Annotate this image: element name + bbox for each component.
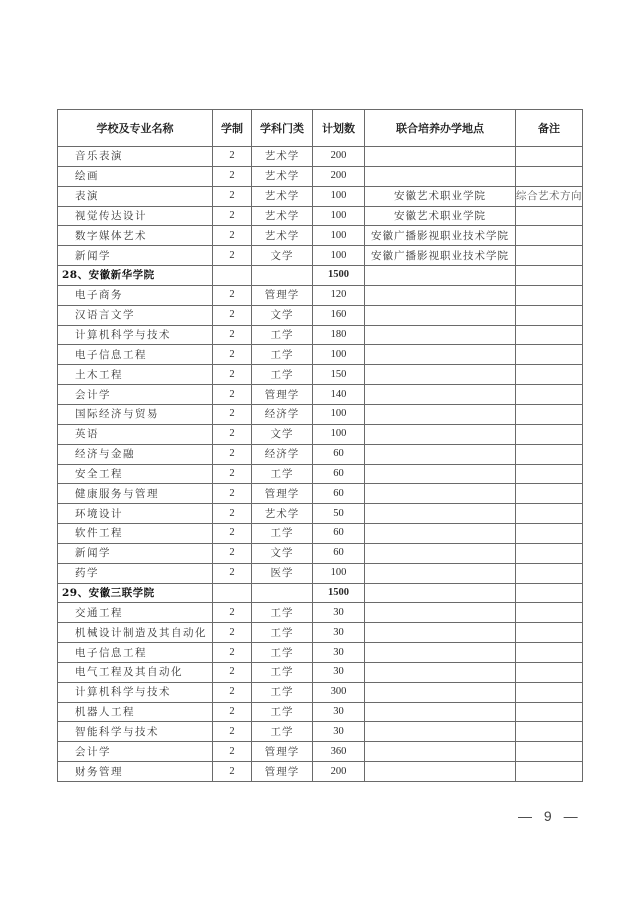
- cell-years: 2: [213, 186, 252, 206]
- cell-plan: 60: [313, 444, 365, 464]
- table-row: [58, 444, 583, 464]
- cell-name: 会计学: [58, 742, 213, 762]
- cell-remark: [516, 325, 583, 345]
- header-years: 学制: [213, 110, 252, 147]
- cell-years: 2: [213, 404, 252, 424]
- table-row: [58, 563, 583, 583]
- table-row: [58, 226, 583, 246]
- cell-name: 电子商务: [58, 285, 213, 305]
- cell-site: [365, 325, 516, 345]
- cell-subject: 工学: [252, 325, 313, 345]
- cell-name: 交通工程: [58, 603, 213, 623]
- cell-years: 2: [213, 206, 252, 226]
- cell-remark: [516, 563, 583, 583]
- cell-plan: 60: [313, 543, 365, 563]
- enrollment-plan-table: [57, 109, 583, 782]
- cell-site: [365, 147, 516, 167]
- cell-site: [365, 385, 516, 405]
- table-row: [58, 543, 583, 563]
- cell-remark: [516, 682, 583, 702]
- cell-subject: 工学: [252, 643, 313, 663]
- cell-years: 2: [213, 623, 252, 643]
- cell-site: [365, 266, 516, 286]
- cell-plan: 60: [313, 524, 365, 544]
- cell-remark: [516, 365, 583, 385]
- table-row: [58, 722, 583, 742]
- cell-remark: [516, 206, 583, 226]
- header-remark: 备注: [516, 110, 583, 147]
- cell-plan: 30: [313, 702, 365, 722]
- cell-site: [365, 166, 516, 186]
- cell-site: [365, 643, 516, 663]
- cell-name: 健康服务与管理: [58, 484, 213, 504]
- table-row: [58, 147, 583, 167]
- table-row: [58, 464, 583, 484]
- cell-plan: 30: [313, 603, 365, 623]
- cell-years: [213, 266, 252, 286]
- cell-subject: 工学: [252, 365, 313, 385]
- cell-subject: 工学: [252, 623, 313, 643]
- table-row: [58, 246, 583, 266]
- cell-remark: [516, 603, 583, 623]
- cell-subject: 文学: [252, 246, 313, 266]
- cell-name: 电子信息工程: [58, 345, 213, 365]
- cell-remark: [516, 147, 583, 167]
- cell-site: 安徽广播影视职业技术学院: [365, 246, 516, 266]
- cell-years: 2: [213, 662, 252, 682]
- cell-plan: 1500: [313, 583, 365, 603]
- cell-plan: 180: [313, 325, 365, 345]
- cell-site: [365, 742, 516, 762]
- cell-plan: 200: [313, 166, 365, 186]
- cell-subject: 经济学: [252, 444, 313, 464]
- cell-remark: [516, 762, 583, 782]
- cell-years: 2: [213, 345, 252, 365]
- cell-subject: 工学: [252, 662, 313, 682]
- cell-years: 2: [213, 524, 252, 544]
- table-header-row: [58, 110, 583, 147]
- cell-plan: 120: [313, 285, 365, 305]
- cell-subject: 艺术学: [252, 504, 313, 524]
- table-row: [58, 682, 583, 702]
- cell-site: [365, 365, 516, 385]
- cell-subject: [252, 266, 313, 286]
- cell-years: 2: [213, 385, 252, 405]
- cell-remark: [516, 702, 583, 722]
- cell-name: 汉语言文学: [58, 305, 213, 325]
- cell-plan: 100: [313, 424, 365, 444]
- section-row: [58, 583, 583, 603]
- cell-subject: 工学: [252, 464, 313, 484]
- cell-subject: 经济学: [252, 404, 313, 424]
- cell-subject: 艺术学: [252, 186, 313, 206]
- cell-remark: [516, 226, 583, 246]
- cell-subject: 艺术学: [252, 226, 313, 246]
- cell-years: 2: [213, 424, 252, 444]
- cell-site: [365, 305, 516, 325]
- cell-site: [365, 345, 516, 365]
- cell-name: 安全工程: [58, 464, 213, 484]
- cell-subject: [252, 583, 313, 603]
- header-subject: 学科门类: [252, 110, 313, 147]
- cell-name: 音乐表演: [58, 147, 213, 167]
- table-row: [58, 762, 583, 782]
- cell-remark: [516, 404, 583, 424]
- cell-years: 2: [213, 643, 252, 663]
- cell-site: [365, 682, 516, 702]
- header-site: 联合培养办学地点: [365, 110, 516, 147]
- cell-plan: 30: [313, 643, 365, 663]
- cell-name: 智能科学与技术: [58, 722, 213, 742]
- cell-subject: 工学: [252, 722, 313, 742]
- cell-years: 2: [213, 722, 252, 742]
- cell-years: 2: [213, 325, 252, 345]
- cell-years: 2: [213, 464, 252, 484]
- cell-remark: [516, 424, 583, 444]
- cell-site: [365, 662, 516, 682]
- cell-plan: 160: [313, 305, 365, 325]
- cell-plan: 100: [313, 226, 365, 246]
- table-row: [58, 484, 583, 504]
- cell-site: [365, 424, 516, 444]
- cell-subject: 医学: [252, 563, 313, 583]
- cell-name: 土木工程: [58, 365, 213, 385]
- cell-site: [365, 563, 516, 583]
- cell-years: 2: [213, 166, 252, 186]
- cell-name: 软件工程: [58, 524, 213, 544]
- cell-remark: [516, 345, 583, 365]
- cell-site: [365, 702, 516, 722]
- cell-remark: [516, 444, 583, 464]
- cell-remark: [516, 305, 583, 325]
- header-name: 学校及专业名称: [58, 110, 213, 147]
- cell-site: 安徽艺术职业学院: [365, 206, 516, 226]
- cell-remark: [516, 543, 583, 563]
- cell-name: 新闻学: [58, 543, 213, 563]
- cell-site: [365, 603, 516, 623]
- cell-plan: 30: [313, 662, 365, 682]
- cell-subject: 管理学: [252, 285, 313, 305]
- cell-name: 28、安徽新华学院: [58, 266, 213, 286]
- cell-remark: [516, 583, 583, 603]
- cell-years: 2: [213, 504, 252, 524]
- cell-years: 2: [213, 742, 252, 762]
- cell-name: 数字媒体艺术: [58, 226, 213, 246]
- cell-name: 计算机科学与技术: [58, 682, 213, 702]
- cell-subject: 艺术学: [252, 206, 313, 226]
- table-row: [58, 285, 583, 305]
- cell-remark: [516, 246, 583, 266]
- table-row: [58, 166, 583, 186]
- cell-remark: [516, 742, 583, 762]
- section-row: [58, 266, 583, 286]
- cell-site: 安徽艺术职业学院: [365, 186, 516, 206]
- cell-years: 2: [213, 246, 252, 266]
- cell-years: 2: [213, 226, 252, 246]
- cell-name: 绘画: [58, 166, 213, 186]
- cell-site: [365, 543, 516, 563]
- table-row: [58, 742, 583, 762]
- cell-name: 视觉传达设计: [58, 206, 213, 226]
- cell-subject: 文学: [252, 424, 313, 444]
- cell-subject: 工学: [252, 682, 313, 702]
- cell-name: 新闻学: [58, 246, 213, 266]
- cell-subject: 艺术学: [252, 166, 313, 186]
- cell-years: 2: [213, 365, 252, 385]
- table-row: [58, 365, 583, 385]
- cell-remark: [516, 166, 583, 186]
- cell-name: 电气工程及其自动化: [58, 662, 213, 682]
- cell-site: [365, 762, 516, 782]
- table-row: [58, 385, 583, 405]
- cell-plan: 50: [313, 504, 365, 524]
- cell-remark: 综合艺术方向: [516, 186, 583, 206]
- cell-plan: 200: [313, 762, 365, 782]
- cell-subject: 工学: [252, 702, 313, 722]
- cell-years: [213, 583, 252, 603]
- cell-name: 财务管理: [58, 762, 213, 782]
- cell-remark: [516, 504, 583, 524]
- cell-plan: 200: [313, 147, 365, 167]
- cell-plan: 100: [313, 186, 365, 206]
- cell-plan: 100: [313, 563, 365, 583]
- cell-site: [365, 583, 516, 603]
- table-row: [58, 424, 583, 444]
- cell-years: 2: [213, 603, 252, 623]
- cell-years: 2: [213, 563, 252, 583]
- cell-name: 29、安徽三联学院: [58, 583, 213, 603]
- cell-site: [365, 722, 516, 742]
- cell-name: 表演: [58, 186, 213, 206]
- cell-subject: 文学: [252, 305, 313, 325]
- cell-subject: 工学: [252, 603, 313, 623]
- cell-remark: [516, 643, 583, 663]
- cell-name: 国际经济与贸易: [58, 404, 213, 424]
- cell-remark: [516, 484, 583, 504]
- cell-remark: [516, 623, 583, 643]
- table-row: [58, 404, 583, 424]
- cell-plan: 1500: [313, 266, 365, 286]
- cell-remark: [516, 285, 583, 305]
- table-row: [58, 206, 583, 226]
- cell-plan: 360: [313, 742, 365, 762]
- cell-name: 英语: [58, 424, 213, 444]
- header-plan: 计划数: [313, 110, 365, 147]
- cell-years: 2: [213, 305, 252, 325]
- cell-subject: 管理学: [252, 385, 313, 405]
- cell-years: 2: [213, 762, 252, 782]
- cell-name: 会计学: [58, 385, 213, 405]
- cell-years: 2: [213, 682, 252, 702]
- cell-site: [365, 623, 516, 643]
- cell-remark: [516, 722, 583, 742]
- cell-name: 药学: [58, 563, 213, 583]
- cell-subject: 艺术学: [252, 147, 313, 167]
- cell-subject: 管理学: [252, 762, 313, 782]
- cell-subject: 文学: [252, 543, 313, 563]
- page-number: — 9 —: [518, 808, 582, 824]
- table-row: [58, 623, 583, 643]
- table-row: [58, 186, 583, 206]
- cell-site: [365, 524, 516, 544]
- cell-plan: 300: [313, 682, 365, 702]
- table-row: [58, 603, 583, 623]
- cell-subject: 工学: [252, 345, 313, 365]
- cell-site: [365, 464, 516, 484]
- cell-years: 2: [213, 147, 252, 167]
- table-row: [58, 504, 583, 524]
- cell-name: 计算机科学与技术: [58, 325, 213, 345]
- table-row: [58, 524, 583, 544]
- cell-name: 电子信息工程: [58, 643, 213, 663]
- cell-site: [365, 444, 516, 464]
- cell-remark: [516, 464, 583, 484]
- cell-subject: 工学: [252, 524, 313, 544]
- cell-plan: 60: [313, 484, 365, 504]
- table-row: [58, 305, 583, 325]
- table-row: [58, 643, 583, 663]
- cell-plan: 150: [313, 365, 365, 385]
- cell-site: [365, 285, 516, 305]
- cell-name: 机器人工程: [58, 702, 213, 722]
- cell-remark: [516, 662, 583, 682]
- table-row: [58, 662, 583, 682]
- cell-plan: 100: [313, 246, 365, 266]
- cell-plan: 60: [313, 464, 365, 484]
- cell-years: 2: [213, 285, 252, 305]
- cell-years: 2: [213, 702, 252, 722]
- cell-site: [365, 504, 516, 524]
- cell-name: 环境设计: [58, 504, 213, 524]
- cell-years: 2: [213, 444, 252, 464]
- cell-plan: 30: [313, 722, 365, 742]
- cell-remark: [516, 385, 583, 405]
- cell-name: 机械设计制造及其自动化: [58, 623, 213, 643]
- table-row: [58, 345, 583, 365]
- cell-subject: 管理学: [252, 484, 313, 504]
- cell-plan: 100: [313, 404, 365, 424]
- cell-remark: [516, 524, 583, 544]
- cell-site: [365, 404, 516, 424]
- cell-plan: 140: [313, 385, 365, 405]
- cell-plan: 100: [313, 345, 365, 365]
- cell-name: 经济与金融: [58, 444, 213, 464]
- cell-site: [365, 484, 516, 504]
- cell-years: 2: [213, 543, 252, 563]
- cell-plan: 100: [313, 206, 365, 226]
- cell-subject: 管理学: [252, 742, 313, 762]
- cell-remark: [516, 266, 583, 286]
- cell-plan: 30: [313, 623, 365, 643]
- table-row: [58, 325, 583, 345]
- table-body: [58, 147, 583, 782]
- cell-site: 安徽广播影视职业技术学院: [365, 226, 516, 246]
- table-row: [58, 702, 583, 722]
- cell-years: 2: [213, 484, 252, 504]
